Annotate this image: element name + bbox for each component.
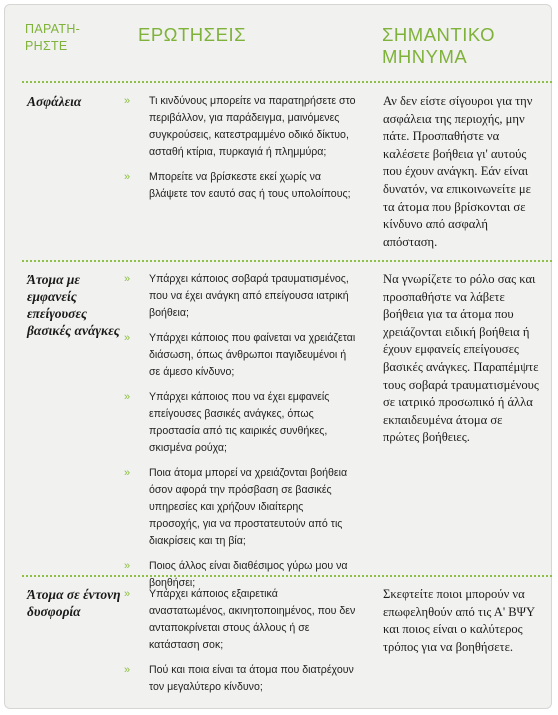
bullet-icon: » <box>124 171 131 183</box>
bullet-icon: » <box>124 273 131 285</box>
bullet-icon: » <box>124 467 131 479</box>
question-item <box>124 662 356 696</box>
header-notice <box>25 21 105 55</box>
question-item <box>124 586 356 654</box>
pfa-table-panel <box>4 4 552 709</box>
bullet-icon: » <box>124 391 131 403</box>
bullet-icon: » <box>124 664 131 676</box>
divider <box>22 575 552 577</box>
question-text: Υπάρχει κάποιος που φαίνεται να χρειάζεται διάσωση, όπως άνθρωποι παγιδευμένοι ή σε άμεσο κίνδυνο; <box>149 332 356 378</box>
header-message-text: ΣΗΜΑΝΤΙΚΟ ΜΗΝΥΜΑ <box>382 24 496 67</box>
question-item <box>124 93 356 161</box>
divider <box>22 260 552 262</box>
question-text: Υπάρχει κάποιος που να έχει εμφανείς επείγουσες βασικές ανάγκες, όπως προστασία από τις καιρικές συνθήκες, σκισμένα ρούχα; <box>149 391 330 454</box>
question-item <box>124 465 356 550</box>
question-text: Ποιος άλλος είναι διαθέσιμος γύρω μου να βοηθήσει; <box>149 560 348 589</box>
key-message: Σκεφτείτε ποιοι μπορούν να επωφεληθούν από τις Α' ΒΨΥ και ποιος είναι ο καλύτερος τρόπος για να βοηθήσετε. <box>383 587 535 654</box>
header-notice-text: ΠΑΡΑΤΗ- ΡΗΣΤΕ <box>25 22 81 53</box>
bullet-icon: » <box>124 95 131 107</box>
question-list <box>124 586 356 704</box>
question-text: Μπορείτε να βρίσκεστε εκεί χωρίς να βλάψετε τον εαυτό σας ή τους υπολοίπους; <box>149 171 351 200</box>
question-item <box>124 330 356 381</box>
question-text: Τι κινδύνους μπορείτε να παρατηρήσετε στο περιβάλλον, για παράδειγμα, μαινόμενες συγκρούσεις, κατεστραμμένο οδικό δίκτυο, ασταθή κτίρια, πυρκαγιά ή πλημμύρα; <box>149 95 356 158</box>
row-label: Ασφάλεια <box>27 94 82 109</box>
bullet-icon: » <box>124 560 131 572</box>
bullet-icon: » <box>124 588 131 600</box>
question-list <box>124 93 356 211</box>
row-label: Άτομα με εμφανείς επείγουσες βασικές ανάγκες <box>27 272 120 338</box>
header-questions: ΕΡΩΤΗΣΕΙΣ <box>138 24 247 45</box>
key-message: Να γνωρίζετε το ρόλο σας και προσπαθήστε να λάβετε βοήθεια για τα άτομα που χρειάζονται ειδική βοήθεια ή έχουν εμφανείς επείγουσες βασικές ανάγκες. Παραπέμψτε τους σοβαρά τραυματισμένους σε ιατρικό προσωπικό ή άλλα εκπαιδευμένα άτομα σε πρώτες βοήθειες. <box>383 272 539 445</box>
divider <box>22 81 552 83</box>
key-message: Αν δεν είστε σίγουροι για την ασφάλεια της περιοχής, μην πάτε. Προσπαθήστε να καλέσετε βοήθεια γι' αυτούς που έχουν ανάγκη. Εάν είναι δυνατόν, να επικοινωνείτε με τα άτομα που βρίσκονται σε κίνδυνο από ασφαλή απόσταση. <box>383 94 533 249</box>
question-text: Πού και ποια είναι τα άτομα που διατρέχουν τον μεγαλύτερο κίνδυνο; <box>149 664 354 693</box>
header-message <box>382 24 532 68</box>
question-text: Υπάρχει κάποιος σοβαρά τραυματισμένος, που να έχει ανάγκη από επείγουσα ιατρική βοήθεια; <box>149 273 349 319</box>
row-label: Άτομα σε έντονη δυσφορία <box>27 587 121 619</box>
question-text: Υπάρχει κάποιος εξαιρετικά αναστατωμένος, ακινητοποιημένος, που δεν ανταποκρίνεται στους άλλους ή σε κατάσταση σοκ; <box>149 588 356 651</box>
question-item <box>124 389 356 457</box>
question-item <box>124 169 356 203</box>
question-list <box>124 271 356 600</box>
bullet-icon: » <box>124 332 131 344</box>
question-item <box>124 271 356 322</box>
question-text: Ποια άτομα μπορεί να χρειάζονται βοήθεια όσον αφορά την πρόσβαση σε βασικές υπηρεσίες και χρήζουν ιδιαίτερης προσοχής, για να προστατευτούν από τις διακρίσεις και τη βία; <box>149 467 348 547</box>
